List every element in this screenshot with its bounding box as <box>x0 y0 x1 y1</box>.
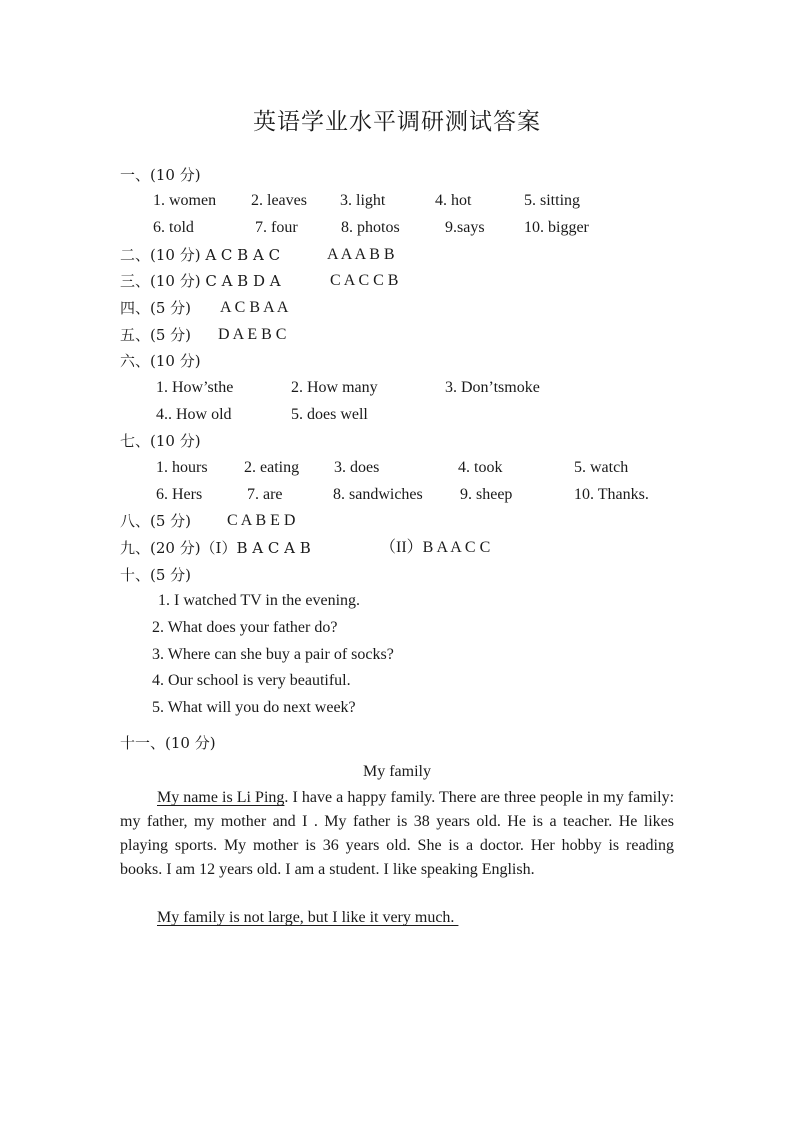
section-11-label: 十一、(10 分) <box>120 734 216 752</box>
answer-item: 4. hot <box>435 192 472 209</box>
section-9-label: 九、(20 分)（I）B A C A B <box>120 539 311 557</box>
answer-item: 7. are <box>247 486 283 503</box>
answer-item: 2. eating <box>244 459 300 476</box>
answer-item: 9. sheep <box>460 486 513 503</box>
answer-item: 9.says <box>445 219 485 236</box>
answer-item: 8. photos <box>341 219 400 236</box>
essay-underlined-opening: My name is Li Ping <box>157 789 285 806</box>
answer-row <box>153 218 589 238</box>
answer-item: 5. does well <box>291 406 368 423</box>
answer-item: 2. How many <box>291 379 378 396</box>
answer-item: 6. Hers <box>156 486 203 503</box>
answer-row <box>156 378 540 398</box>
answer-item: 1. women <box>153 192 217 209</box>
answer-item: 4. took <box>458 459 503 476</box>
answer-item: 4.. How old <box>156 406 232 423</box>
sentence-item: 2. What does your father do? <box>152 619 338 636</box>
answer-item: 10. bigger <box>524 219 589 236</box>
answer-item: 5. sitting <box>524 192 581 209</box>
answer-row <box>156 458 628 478</box>
answer-item: 3. light <box>340 192 386 209</box>
essay-title: My family <box>363 763 431 780</box>
answer-item: 10. Thanks. <box>574 486 649 503</box>
answer-item: 8. sandwiches <box>333 486 423 503</box>
section-3-answers-b: C A C C B <box>330 272 399 289</box>
sentence-item: 1. I watched TV in the evening. <box>158 592 361 609</box>
answer-row <box>153 191 580 211</box>
answer-item: 2. leaves <box>251 192 307 209</box>
essay-body: . I have a happy family. There are three people in my family: my father, my mother and I . My father is 38 years old. He is a teacher. He likes playing sports. My mother is 36 years old. She is a doctor. Her hobby is reading books. I am 12 years old. I am a student. I like speaking English. <box>120 789 675 878</box>
answer-row <box>156 485 649 505</box>
section-5-answers: D A E B C <box>218 326 287 343</box>
answer-item: 3. does <box>334 459 380 476</box>
section-9-answers-b: （II）B A A C C <box>380 539 491 556</box>
section-3-label: 三、(10 分) C A B D A <box>120 272 281 290</box>
sentence-item: 4. Our school is very beautiful. <box>152 672 351 689</box>
section-8-answers: C A B E D <box>227 512 296 529</box>
essay-paragraph <box>120 906 674 930</box>
section-6-label: 六、(10 分) <box>120 352 201 370</box>
answer-item: 7. four <box>255 219 298 236</box>
answer-item: 5. watch <box>574 459 629 476</box>
section-4-answers: A C B A A <box>220 299 289 316</box>
sentence-item: 5. What will you do next week? <box>152 699 356 716</box>
sentence-item: 3. Where can she buy a pair of socks? <box>152 646 394 663</box>
section-2-label: 二、(10 分) A C B A C <box>120 246 281 264</box>
essay-paragraph <box>120 786 674 882</box>
answer-item: 3. Don’tsmoke <box>445 379 540 396</box>
answer-row <box>156 405 368 425</box>
section-10-label: 十、(5 分) <box>120 566 192 584</box>
answer-item: 1. hours <box>156 459 208 476</box>
answer-item: 6. told <box>153 219 194 236</box>
essay-underlined-closing: My family is not large, but I like it very much. <box>157 909 459 926</box>
section-7-label: 七、(10 分) <box>120 432 201 450</box>
section-2-answers-b: A A A B B <box>327 246 395 263</box>
section-1-label: 一、(10 分) <box>120 166 201 184</box>
section-8-label: 八、(5 分) <box>120 512 192 530</box>
section-5-label: 五、(5 分) <box>120 326 192 344</box>
answer-item: 1. How’sthe <box>156 379 234 396</box>
page-title: 英语学业水平调研测试答案 <box>253 109 541 135</box>
section-4-label: 四、(5 分) <box>120 299 192 317</box>
